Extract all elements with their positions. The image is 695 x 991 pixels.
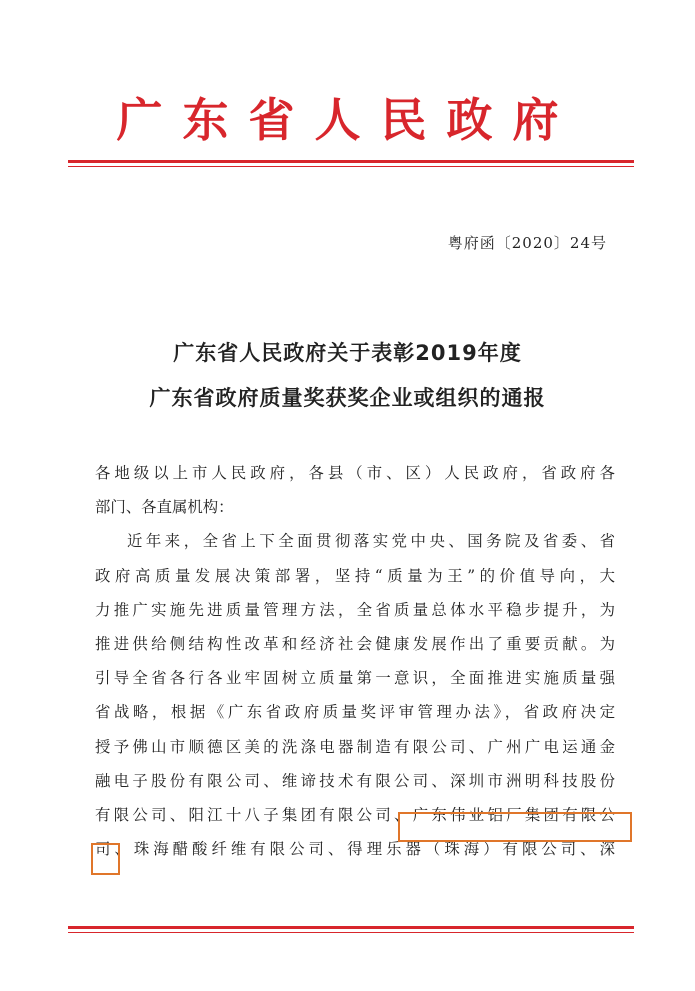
document-number: 粤府函〔2020〕24号 xyxy=(447,234,607,252)
document-title-line-2: 广东省政府质量奖获奖企业或组织的通报 xyxy=(149,386,546,410)
body-line: 力推广实施先进质量管理方法，全省质量总体水平稳步提升，为 xyxy=(95,600,615,619)
body-line: 引导全省各行各业牢固树立质量第一意识，全面推进实施质量强 xyxy=(95,669,615,688)
header-rule-thin xyxy=(68,166,634,167)
body-line: 近年来，全省上下全面贯彻落实党中央、国务院及省委、省 xyxy=(127,532,615,551)
body-line: 推进供给侧结构性改革和经济社会健康发展作出了重要贡献。为 xyxy=(95,634,615,653)
body-line: 融电子股份有限公司、维谛技术有限公司、深圳市洲明科技股份 xyxy=(95,771,615,790)
header-rule-thick xyxy=(68,160,634,163)
footer-rule-thin xyxy=(68,932,634,933)
body-line: 有限公司、阳江十八子集团有限公司、广东伟业铝厂集团有限公 xyxy=(95,805,615,824)
body-line: 授予佛山市顺德区美的洗涤电器制造有限公司、广州广电运通金 xyxy=(95,737,615,756)
body-line: 政府高质量发展决策部署，坚持“质量为王”的价值导向，大 xyxy=(95,566,615,585)
letterhead-title: 广东省人民政府 xyxy=(116,93,579,147)
document-title-line-1: 广东省人民政府关于表彰2019年度 xyxy=(173,341,522,365)
body-line: 省战略，根据《广东省政府质量奖评审管理办法》，省政府决定 xyxy=(95,703,615,722)
document-body xyxy=(95,456,615,866)
body-line: 司、珠海醋酸纤维有限公司、得理乐器（珠海）有限公司、深 xyxy=(95,840,615,859)
body-line: 部门、各直属机构： xyxy=(95,498,234,517)
body-line: 各地级以上市人民政府，各县（市、区）人民政府，省政府各 xyxy=(95,464,615,482)
footer-rule-thick xyxy=(68,926,634,929)
